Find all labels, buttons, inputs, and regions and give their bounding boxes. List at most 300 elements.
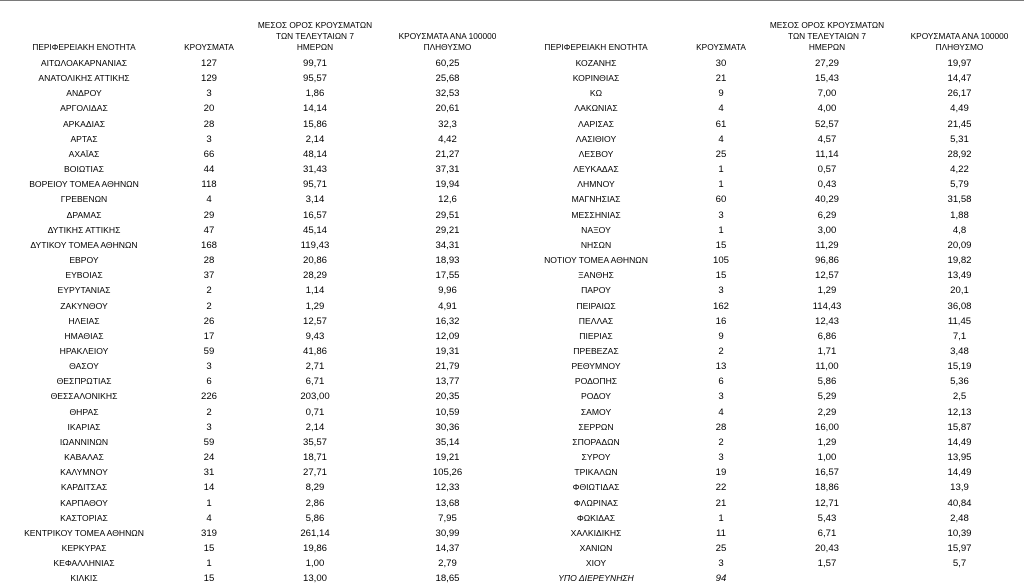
cell-cases: 9	[718, 330, 724, 342]
cell-seven-day-average: 48,14	[302, 148, 327, 160]
cell-regional-unit: ΑΡΤΑΣ	[70, 133, 98, 144]
cell-cases-per-100000: 19,97	[947, 58, 972, 69]
cell-cases: 26	[203, 315, 215, 327]
cell-seven-day-average: 2,14	[305, 421, 325, 433]
cell-cases-per-100000: 2,5	[952, 391, 967, 403]
cell-cases-per-100000: 5,7	[952, 558, 967, 570]
cell-seven-day-average: 3,00	[817, 224, 837, 236]
cell-cases: 94	[715, 573, 727, 585]
header-seven-day-average	[762, 20, 892, 53]
table-row	[512, 268, 1024, 283]
cell-cases: 21	[715, 497, 727, 509]
table-row	[512, 147, 1024, 162]
cell-regional-unit: ΔΥΤΙΚΟΥ ΤΟΜΕΑ ΑΘΗΝΩΝ	[30, 239, 138, 250]
header-avg-line-1: ΜΕΣΟΣ ΟΡΟΣ ΚΡΟΥΣΜΑΤΩΝ	[769, 20, 885, 30]
cell-seven-day-average: 5,86	[305, 512, 325, 524]
cell-regional-unit: ΒΟΙΩΤΙΑΣ	[64, 164, 104, 175]
cell-cases-per-100000: 16,32	[435, 315, 460, 327]
cell-regional-unit: ΚΩ	[589, 88, 603, 99]
cell-seven-day-average: 15,86	[302, 118, 327, 130]
cell-cases-per-100000: 10,59	[435, 406, 460, 418]
cell-seven-day-average: 16,57	[814, 467, 839, 479]
cell-regional-unit: ΠΙΕΡΙΑΣ	[579, 330, 613, 341]
cell-cases-per-100000: 21,79	[435, 361, 460, 373]
header-avg-line-2: ΤΩΝ ΤΕΛΕΥΤΑΙΩΝ 7	[276, 31, 354, 41]
cell-cases-per-100000: 14,47	[947, 73, 972, 85]
header-regional-unit: ΠΕΡΙΦΕΡΕΙΑΚΗ ΕΝΟΤΗΤΑ	[544, 42, 648, 52]
cell-cases-per-100000: 29,51	[435, 209, 460, 221]
cell-regional-unit: ΣΕΡΡΩΝ	[578, 421, 614, 432]
cell-cases: 47	[203, 224, 215, 236]
cell-cases: 3	[718, 452, 724, 464]
cell-cases-per-100000: 13,68	[435, 497, 460, 509]
table-row	[512, 496, 1024, 511]
table-row	[512, 192, 1024, 207]
cell-cases: 29	[203, 209, 215, 221]
cell-seven-day-average: 8,29	[305, 482, 325, 494]
cell-cases-per-100000: 5,79	[950, 179, 969, 191]
cell-regional-unit: ΙΩΑΝΝΙΝΩΝ	[59, 436, 109, 447]
header-rate-line-2: ΠΛΗΘΥΣΜΟ	[935, 42, 984, 52]
cell-cases-per-100000: 20,1	[950, 285, 969, 297]
cell-cases-per-100000: 11,45	[947, 315, 972, 327]
cell-cases: 168	[200, 239, 217, 251]
cell-regional-unit: ΚΑΡΠΑΘΟΥ	[60, 497, 108, 508]
table-row	[0, 541, 515, 556]
cell-cases: 319	[200, 527, 217, 539]
cell-cases-per-100000: 4,91	[438, 300, 457, 312]
cell-regional-unit: ΧΑΛΚΙΔΙΚΗΣ	[570, 527, 622, 538]
cell-cases: 30	[715, 58, 727, 69]
cell-cases-per-100000: 13,49	[947, 270, 972, 282]
table-row	[0, 480, 515, 495]
table-row	[0, 526, 515, 541]
header-avg-line-2: ΤΩΝ ΤΕΛΕΥΤΑΙΩΝ 7	[788, 31, 866, 41]
cell-cases-per-100000: 18,93	[435, 255, 460, 267]
table-row	[0, 405, 515, 420]
cell-seven-day-average: 40,29	[814, 194, 839, 206]
table-row	[0, 283, 515, 298]
table-row	[512, 71, 1024, 86]
cell-cases: 3	[718, 558, 724, 570]
cell-cases-per-100000: 20,09	[947, 239, 972, 251]
cell-seven-day-average: 1,29	[817, 436, 837, 448]
table-row	[0, 268, 515, 283]
cell-regional-unit: ΦΛΩΡΙΝΑΣ	[573, 497, 619, 508]
table-row	[512, 556, 1024, 571]
cell-seven-day-average: 12,57	[814, 270, 839, 282]
cell-regional-unit: ΣΑΜΟΥ	[580, 406, 612, 417]
cell-cases-per-100000: 12,13	[947, 406, 972, 418]
cell-seven-day-average: 28,29	[302, 270, 327, 282]
cell-seven-day-average: 0,43	[817, 179, 837, 191]
cell-cases-per-100000: 30,99	[435, 527, 460, 539]
cell-seven-day-average: 4,57	[817, 133, 837, 145]
cell-seven-day-average: 31,43	[302, 164, 327, 176]
header-cases: ΚΡΟΥΣΜΑΤΑ	[184, 42, 234, 52]
cell-cases: 60	[715, 194, 727, 206]
table-row	[512, 405, 1024, 420]
cell-cases: 2	[206, 285, 212, 297]
cell-regional-unit: ΛΕΣΒΟΥ	[578, 148, 614, 159]
table-row	[512, 132, 1024, 147]
cell-seven-day-average: 6,29	[817, 209, 837, 221]
cell-regional-unit: ΗΜΑΘΙΑΣ	[64, 330, 104, 341]
table-row	[0, 238, 515, 253]
table-row	[512, 329, 1024, 344]
left-table-header	[0, 1, 515, 53]
table-row	[512, 253, 1024, 268]
cell-cases-per-100000: 14,49	[947, 436, 972, 448]
cell-cases: 127	[200, 58, 217, 69]
cell-cases: 1	[718, 164, 724, 176]
cell-cases: 25	[715, 543, 727, 554]
cell-cases: 15	[715, 270, 727, 282]
table-row	[0, 435, 515, 450]
table-row	[0, 344, 515, 359]
table-row	[0, 420, 515, 435]
cell-cases-per-100000: 10,39	[947, 527, 972, 539]
cell-cases-per-100000: 14,37	[435, 543, 460, 554]
table-row	[0, 359, 515, 374]
cell-cases: 162	[712, 300, 729, 312]
cell-cases: 1	[718, 179, 724, 191]
cell-cases-per-100000: 37,31	[435, 164, 460, 176]
table-row	[512, 208, 1024, 223]
cell-seven-day-average: 15,43	[814, 73, 839, 85]
header-seven-day-average	[250, 20, 380, 53]
table-row	[512, 465, 1024, 480]
cell-regional-unit: ΚΕΡΚΥΡΑΣ	[61, 543, 107, 553]
cell-cases-per-100000: 4,22	[950, 164, 969, 176]
cell-cases-per-100000: 60,25	[435, 58, 460, 69]
cell-regional-unit: ΑΝΔΡΟΥ	[66, 88, 102, 99]
cell-seven-day-average: 1,57	[817, 558, 837, 570]
cell-cases: 16	[715, 315, 727, 327]
table-row	[512, 420, 1024, 435]
cell-cases: 15	[715, 239, 727, 251]
cell-seven-day-average: 95,57	[302, 73, 327, 85]
cell-cases-per-100000: 19,31	[435, 345, 460, 357]
cell-regional-unit: ΓΡΕΒΕΝΩΝ	[60, 194, 108, 205]
cell-cases-per-100000: 20,35	[435, 391, 460, 403]
table-row	[0, 511, 515, 526]
cell-regional-unit: ΚΕΦΑΛΛΗΝΙΑΣ	[53, 558, 115, 569]
cell-cases: 4	[206, 194, 212, 206]
cell-seven-day-average: 27,29	[814, 58, 839, 69]
cell-seven-day-average: 1,71	[817, 345, 837, 357]
cell-cases: 28	[715, 421, 727, 433]
cell-regional-unit: ΡΟΔΟΠΗΣ	[574, 376, 618, 387]
cell-regional-unit: ΡΟΔΟΥ	[581, 391, 611, 402]
table-row	[0, 147, 515, 162]
cell-regional-unit: ΘΗΡΑΣ	[69, 406, 99, 417]
cell-regional-unit: ΣΥΡΟΥ	[581, 452, 611, 463]
cell-cases: 129	[200, 73, 217, 85]
cell-cases-per-100000: 19,94	[435, 179, 460, 191]
cell-seven-day-average: 20,86	[302, 255, 327, 267]
cell-cases: 59	[203, 345, 215, 357]
cell-regional-unit: ΘΕΣΣΑΛΟΝΙΚΗΣ	[50, 391, 118, 402]
cell-regional-unit: ΠΕΛΛΑΣ	[578, 315, 614, 326]
cell-seven-day-average: 14,14	[302, 103, 327, 115]
cell-regional-unit: ΛΑΡΙΣΑΣ	[578, 118, 614, 129]
table-row	[0, 192, 515, 207]
cell-seven-day-average: 6,86	[817, 330, 837, 342]
cell-cases: 25	[715, 148, 727, 160]
cell-cases-per-100000: 18,65	[435, 573, 460, 585]
cell-cases: 14	[203, 482, 215, 494]
table-row	[0, 208, 515, 223]
cell-seven-day-average: 1,14	[305, 285, 325, 297]
cell-cases-per-100000: 31,58	[947, 194, 972, 206]
cell-cases-per-100000: 9,96	[438, 285, 457, 297]
table-row	[0, 374, 515, 389]
cell-cases: 1	[718, 224, 724, 236]
cell-cases: 3	[718, 285, 724, 297]
cell-cases-per-100000: 5,36	[950, 376, 969, 388]
cell-cases-per-100000: 4,42	[438, 133, 457, 145]
cell-seven-day-average: 11,00	[815, 361, 839, 373]
table-row	[512, 177, 1024, 192]
cell-seven-day-average: 52,57	[814, 118, 839, 130]
cell-cases-per-100000: 21,27	[435, 148, 460, 160]
cell-cases-per-100000: 25,68	[435, 73, 460, 85]
table-row	[512, 450, 1024, 465]
cell-seven-day-average: 11,29	[815, 239, 839, 251]
cell-seven-day-average: 2,71	[305, 361, 325, 373]
cell-cases: 1	[718, 512, 724, 524]
table-row	[0, 450, 515, 465]
cell-regional-unit: ΘΑΣΟΥ	[69, 361, 99, 372]
cell-cases: 9	[718, 88, 724, 100]
cell-regional-unit: ΚΑΣΤΟΡΙΑΣ	[60, 512, 108, 523]
cell-cases: 17	[203, 330, 215, 342]
table-row	[0, 299, 515, 314]
cell-cases-per-100000: 12,33	[435, 482, 460, 494]
table-row	[0, 132, 515, 147]
table-row	[0, 556, 515, 571]
cell-cases: 59	[203, 436, 215, 448]
header-avg-line-3: ΗΜΕΡΩΝ	[296, 42, 334, 52]
table-row	[512, 162, 1024, 177]
cell-seven-day-average: 5,86	[817, 376, 837, 388]
table-row	[512, 314, 1024, 329]
cell-regional-unit: ΚΕΝΤΡΙΚΟΥ ΤΟΜΕΑ ΑΘΗΝΩΝ	[24, 527, 144, 538]
cell-cases: 2	[718, 345, 724, 357]
cell-cases: 118	[201, 179, 217, 191]
cell-cases: 20	[203, 103, 215, 115]
table-row	[512, 480, 1024, 495]
header-rate-line-1: ΚΡΟΥΣΜΑΤΑ ΑΝΑ 100000	[398, 31, 497, 41]
cell-seven-day-average: 5,43	[817, 512, 837, 524]
cell-cases-per-100000: 30,36	[435, 421, 460, 433]
cell-regional-unit: ΔΥΤΙΚΗΣ ΑΤΤΙΚΗΣ	[47, 224, 121, 235]
header-cases-per-100000	[380, 31, 515, 53]
cell-regional-unit: ΛΗΜΝΟΥ	[577, 179, 615, 190]
cell-cases-per-100000: 5,31	[950, 133, 969, 145]
cell-cases-per-100000: 17,55	[435, 270, 460, 282]
cell-regional-unit: ΑΧΑΪΑΣ	[68, 148, 100, 159]
cell-cases-per-100000: 15,97	[947, 543, 972, 554]
cell-seven-day-average: 2,29	[817, 406, 837, 418]
cell-cases: 3	[206, 361, 212, 373]
cell-seven-day-average: 45,14	[302, 224, 327, 236]
cell-cases-per-100000: 19,82	[947, 255, 972, 267]
cell-cases: 4	[206, 512, 212, 524]
cell-cases: 226	[200, 391, 217, 403]
cell-seven-day-average: 16,00	[814, 421, 839, 433]
table-row	[0, 253, 515, 268]
cell-regional-unit: ΣΠΟΡΑΔΩΝ	[572, 436, 620, 447]
cell-regional-unit: ΕΥΒΟΙΑΣ	[65, 270, 103, 281]
table-row	[512, 374, 1024, 389]
cell-regional-unit: ΑΡΚΑΔΙΑΣ	[62, 118, 106, 129]
table-row	[512, 511, 1024, 526]
right-table-header	[512, 1, 1024, 53]
cell-cases-per-100000: 12,09	[435, 330, 460, 342]
cell-seven-day-average: 2,86	[305, 497, 325, 509]
cell-cases: 13	[715, 361, 727, 373]
cell-seven-day-average: 18,86	[814, 482, 839, 494]
cell-seven-day-average: 2,14	[305, 133, 325, 145]
cell-seven-day-average: 3,14	[305, 194, 325, 206]
cell-cases-per-100000: 14,49	[947, 467, 972, 479]
cell-cases-per-100000: 40,84	[947, 497, 972, 509]
cell-cases: 2	[206, 406, 212, 418]
right-table-body	[512, 56, 1024, 586]
cell-regional-unit: ΠΡΕΒΕΖΑΣ	[573, 345, 619, 356]
table-row	[0, 496, 515, 511]
cell-cases-per-100000: 19,21	[435, 452, 460, 464]
cell-seven-day-average: 99,71	[302, 58, 327, 69]
cell-regional-unit: ΠΑΡΟΥ	[581, 285, 611, 296]
table-row	[0, 71, 515, 86]
cell-cases: 61	[715, 118, 727, 130]
cell-regional-unit: ΑΝΑΤΟΛΙΚΗΣ ΑΤΤΙΚΗΣ	[38, 73, 130, 84]
cell-cases-per-100000: 32,53	[435, 88, 460, 100]
cell-cases: 6	[206, 376, 212, 388]
cell-seven-day-average: 20,43	[814, 543, 839, 554]
table-row	[0, 571, 515, 586]
cell-cases: 4	[718, 103, 724, 115]
cell-seven-day-average: 0,57	[817, 164, 837, 176]
cell-cases: 22	[715, 482, 727, 494]
cell-cases: 1	[206, 558, 212, 570]
cell-cases-per-100000: 3,48	[950, 345, 969, 357]
cell-seven-day-average: 12,43	[814, 315, 839, 327]
cell-regional-unit: ΝΟΤΙΟΥ ΤΟΜΕΑ ΑΘΗΝΩΝ	[544, 255, 648, 266]
cell-cases: 66	[203, 148, 215, 160]
table-row	[512, 299, 1024, 314]
cell-cases-per-100000: 21,45	[947, 118, 972, 130]
cell-regional-unit: ΚΑΡΔΙΤΣΑΣ	[60, 482, 108, 493]
cell-cases-per-100000: 12,6	[438, 194, 457, 206]
cell-cases-per-100000: 15,87	[947, 421, 972, 433]
table-row	[0, 117, 515, 132]
cell-cases: 3	[206, 133, 212, 145]
cell-regional-unit: ΔΡΑΜΑΣ	[66, 209, 102, 220]
cell-regional-unit: ΚΙΛΚΙΣ	[70, 573, 98, 584]
table-row	[0, 162, 515, 177]
table-row	[512, 223, 1024, 238]
table-row	[0, 177, 515, 192]
table-row	[512, 359, 1024, 374]
table-row	[512, 571, 1024, 586]
cell-regional-unit: ΒΟΡΕΙΟΥ ΤΟΜΕΑ ΑΘΗΝΩΝ	[29, 179, 139, 190]
table-row	[0, 329, 515, 344]
cell-cases-per-100000: 26,17	[947, 88, 972, 100]
cell-seven-day-average: 18,71	[302, 452, 327, 464]
cell-seven-day-average: 1,00	[305, 558, 325, 570]
table-row	[0, 223, 515, 238]
cell-seven-day-average: 261,14	[300, 527, 330, 539]
cell-regional-unit: ΧΙΟΥ	[585, 558, 607, 569]
cell-regional-unit: ΥΠΟ ΔΙΕΡΕΥΝΗΣΗ	[558, 573, 634, 584]
cell-regional-unit: ΘΕΣΠΡΩΤΙΑΣ	[56, 376, 112, 387]
cell-regional-unit: ΑΙΤΩΛΟΑΚΑΡΝΑΝΙΑΣ	[40, 58, 128, 68]
cell-cases: 3	[718, 209, 724, 221]
table-row	[512, 283, 1024, 298]
cell-cases-per-100000: 4,8	[952, 224, 967, 236]
cell-regional-unit: ΗΡΑΚΛΕΙΟΥ	[59, 345, 109, 356]
cell-regional-unit: ΗΛΕΙΑΣ	[68, 315, 100, 326]
cell-seven-day-average: 119,43	[300, 239, 330, 251]
header-rate-line-2: ΠΛΗΘΥΣΜΟ	[423, 42, 472, 52]
cell-seven-day-average: 4,00	[817, 103, 837, 115]
cell-regional-unit: ΕΒΡΟΥ	[69, 255, 99, 266]
cell-cases: 1	[206, 497, 212, 509]
cell-seven-day-average: 1,29	[305, 300, 325, 312]
cell-cases-per-100000: 7,95	[438, 512, 457, 524]
header-cases: ΚΡΟΥΣΜΑΤΑ	[696, 42, 746, 52]
cell-cases: 28	[203, 118, 215, 130]
cell-seven-day-average: 16,57	[302, 209, 327, 221]
cell-seven-day-average: 9,43	[305, 330, 325, 342]
header-regional-unit: ΠΕΡΙΦΕΡΕΙΑΚΗ ΕΝΟΤΗΤΑ	[32, 42, 136, 52]
cell-cases-per-100000: 2,48	[950, 512, 969, 524]
cell-cases: 4	[718, 133, 724, 145]
cell-cases-per-100000: 13,9	[950, 482, 969, 494]
cell-regional-unit: ΕΥΡΥΤΑΝΙΑΣ	[57, 285, 111, 296]
cell-regional-unit: ΞΑΝΘΗΣ	[578, 270, 614, 281]
cell-regional-unit: ΛΑΚΩΝΙΑΣ	[574, 103, 618, 114]
cell-regional-unit: ΜΕΣΣΗΝΙΑΣ	[571, 209, 621, 220]
cell-cases: 3	[206, 88, 212, 100]
cell-cases-per-100000: 36,08	[947, 300, 972, 312]
cell-seven-day-average: 12,57	[302, 315, 327, 327]
cell-seven-day-average: 35,57	[302, 436, 327, 448]
cell-seven-day-average: 6,71	[305, 376, 325, 388]
cell-seven-day-average: 96,86	[814, 255, 839, 267]
table-row	[0, 56, 515, 71]
cell-regional-unit: ΚΑΒΑΛΑΣ	[64, 452, 104, 463]
table-row	[512, 526, 1024, 541]
cell-seven-day-average: 1,29	[817, 285, 837, 297]
cell-regional-unit: ΦΩΚΙΔΑΣ	[576, 512, 616, 523]
table-row	[512, 238, 1024, 253]
cell-seven-day-average: 114,43	[812, 300, 842, 312]
cell-cases-per-100000: 34,31	[435, 239, 460, 251]
cell-cases: 21	[715, 73, 727, 85]
cell-regional-unit: ΦΘΙΩΤΙΔΑΣ	[572, 482, 620, 493]
cell-cases: 11	[716, 527, 726, 539]
table-row	[0, 314, 515, 329]
header-cases-per-100000	[892, 31, 1024, 53]
table-row	[512, 86, 1024, 101]
cell-cases: 2	[206, 300, 212, 312]
header-rate-line-1: ΚΡΟΥΣΜΑΤΑ ΑΝΑ 100000	[910, 31, 1009, 41]
